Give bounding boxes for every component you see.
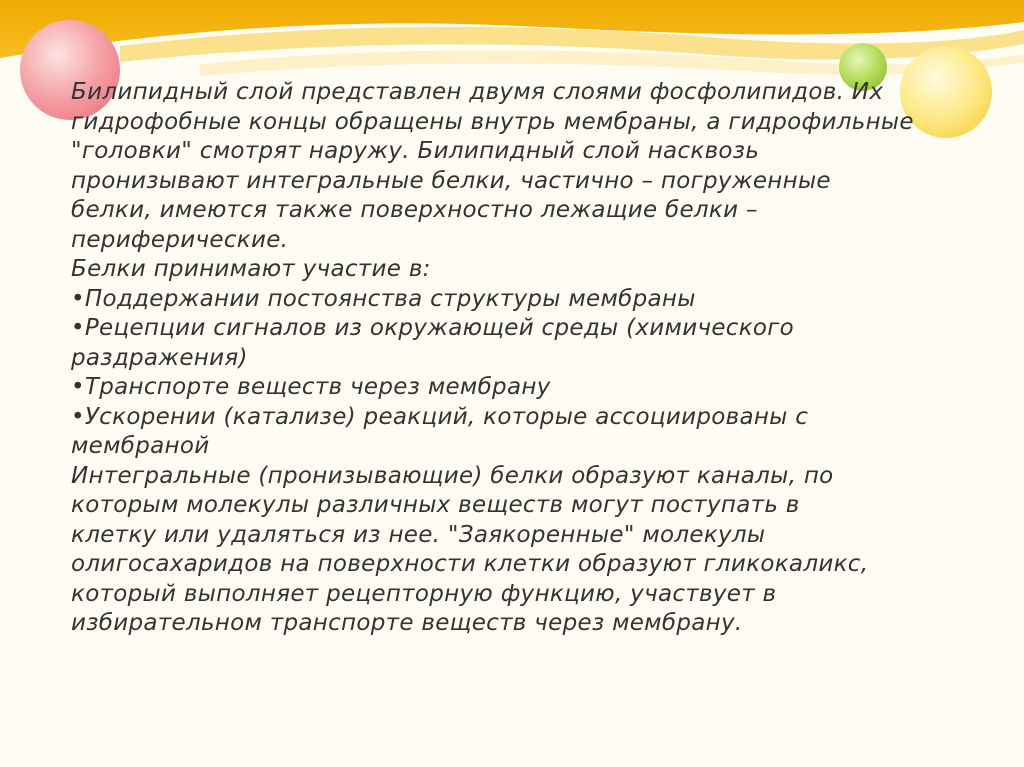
text-line: Билипидный слой представлен двумя слоями фосфолипидов. Их [71, 79, 884, 105]
text-line: клетку или удаляться из нее. "Заякоренные" молекулы [71, 521, 766, 548]
text-line: раздражения) [71, 344, 248, 371]
text-line: мембраной [71, 433, 210, 459]
text-line: олигосахаридов на поверхности клетки образуют гликокаликс, [71, 551, 869, 577]
bullet-item: •Транспорте веществ через мембрану [71, 374, 551, 400]
slide-body-text [71, 78, 971, 639]
bullet-item: •Ускорении (катализе) реакций, которые ассоциированы с [71, 403, 809, 430]
bullet-item: •Рецепции сигналов из окружающей среды (химического [71, 315, 795, 341]
text-line: белки, имеются также поверхностно лежащие белки – [71, 197, 758, 223]
text-line: избирательном транспорте веществ через мембрану. [71, 610, 743, 636]
text-line: пронизывают интегральные белки, частично – погруженные [71, 167, 831, 194]
text-line: который выполняет рецепторную функцию, участвует в [71, 580, 777, 607]
text-line: периферические. [71, 226, 289, 253]
text-line: Белки принимают участие в: [71, 256, 431, 282]
text-line: "головки" смотрят наружу. Билипидный слой насквозь [71, 138, 760, 164]
bullet-item: •Поддержании постоянства структуры мембраны [71, 285, 696, 312]
text-line: которым молекулы различных веществ могут поступать в [71, 492, 800, 518]
text-line: гидрофобные концы обращены внутрь мембраны, а гидрофильные [71, 108, 914, 135]
text-line: Интегральные (пронизывающие) белки образуют каналы, по [71, 462, 834, 489]
